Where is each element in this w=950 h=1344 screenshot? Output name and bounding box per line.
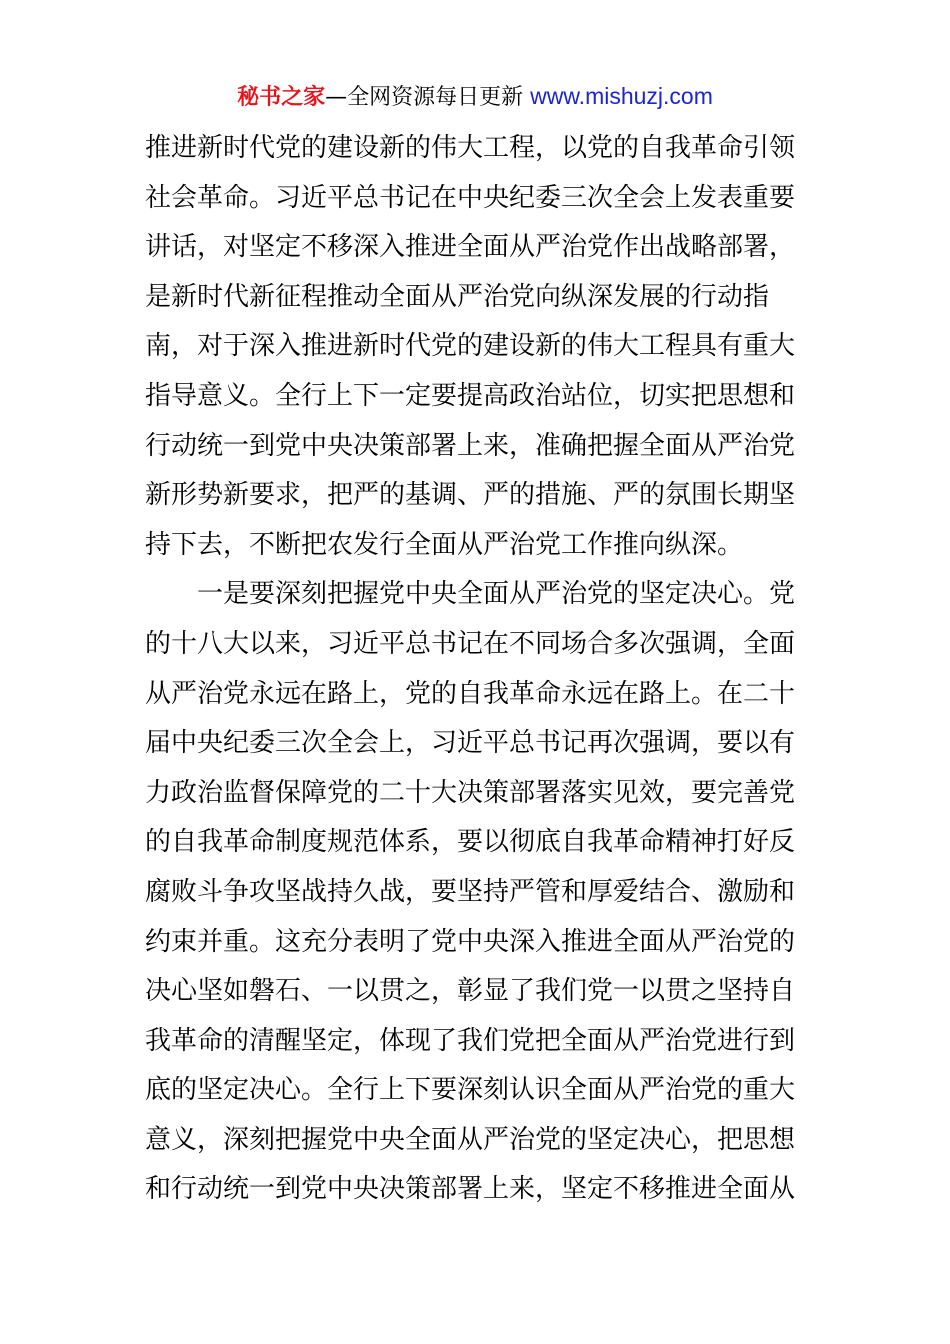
header-tagline: —全网资源每日更新	[325, 85, 524, 110]
text-line: 社会革命。习近平总书记在中央纪委三次全会上发表重要	[145, 182, 796, 213]
text-line: 的十八大以来，习近平总书记在不同场合多次强调，全面	[145, 628, 796, 659]
text-line: 持下去，不断把农发行全面从严治党工作推向纵深。	[145, 529, 744, 560]
text-line: 的自我革命制度规范体系，要以彻底自我革命精神打好反	[145, 827, 796, 858]
document-body	[145, 124, 810, 1215]
text-line: 届中央纪委三次全会上，习近平总书记再次强调，要以有	[145, 728, 796, 759]
text-line: 是新时代新征程推动全面从严治党向纵深发展的行动指	[145, 281, 770, 312]
text-line: 讲话，对坚定不移深入推进全面从严治党作出战略部署，	[145, 232, 796, 263]
text-line: 底的坚定决心。全行上下要深刻认识全面从严治党的重大	[145, 1075, 796, 1106]
text-line: 力政治监督保障党的二十大决策部署落实见效，要完善党	[145, 777, 796, 808]
text-line: 指导意义。全行上下一定要提高政治站位，切实把思想和	[145, 380, 796, 411]
text-line: 决心坚如磐石、一以贯之，彰显了我们党一以贯之坚持自	[145, 976, 796, 1007]
text-line: 约束并重。这充分表明了党中央深入推进全面从严治党的	[145, 926, 796, 957]
text-line: 我革命的清醒坚定，体现了我们党把全面从严治党进行到	[145, 1025, 796, 1056]
paragraph-first-line: 一是要深刻把握党中央全面从严治党的坚定决心。党	[197, 579, 796, 610]
text-line: 意义，深刻把握党中央全面从严治党的坚定决心，把思想	[145, 1124, 796, 1155]
text-line: 从严治党永远在路上，党的自我革命永远在路上。在二十	[145, 678, 796, 709]
text-line: 新形势新要求，把严的基调、严的措施、严的氛围长期坚	[145, 480, 796, 511]
page-header	[0, 80, 950, 114]
text-line: 腐败斗争攻坚战持久战，要坚持严管和厚爱结合、激励和	[145, 876, 796, 907]
text-line: 行动统一到党中央决策部署上来，准确把握全面从严治党	[145, 430, 796, 461]
site-url-link[interactable]: www.mishuzj.com	[530, 83, 713, 109]
text-line: 和行动统一到党中央决策部署上来，坚定不移推进全面从	[145, 1174, 796, 1205]
text-line: 南，对于深入推进新时代党的建设新的伟大工程具有重大	[145, 331, 796, 362]
text-line: 推进新时代党的建设新的伟大工程，以党的自我革命引领	[145, 133, 796, 163]
brand-name: 秘书之家	[237, 85, 326, 110]
